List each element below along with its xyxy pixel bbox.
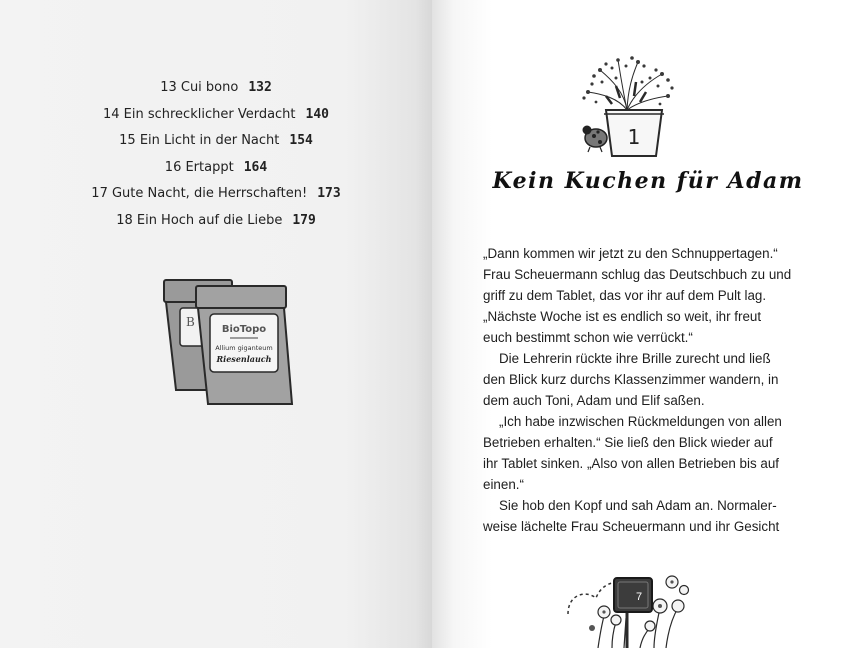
seed-packet-back-label: B [186,315,195,329]
text-line: Die Lehrerin rückte ihre Brille zurecht und ließ [499,351,771,366]
ladybug-icon [583,126,608,153]
footer-flowers-illustration [562,568,702,648]
toc-entry-page: 164 [243,159,268,175]
chapter-title: Kein Kuchen für Adam [492,168,804,194]
seed-packets-illustration [150,262,300,412]
plant-foliage-icon [582,56,673,110]
toc-entry [0,102,432,129]
toc-entry [0,75,432,102]
chapter-number: 1 [627,125,641,149]
toc-entry [0,155,432,182]
toc-entry-title: 15 Ein Licht in der Nacht [119,133,280,148]
toc-entry-title: 17 Gute Nacht, die Herrschaften! [91,186,308,201]
toc-entry-title: 16 Ertappt [164,159,234,175]
text-line: „Dann kommen wir jetzt zu den Schnuppertagen.“ [483,246,778,261]
seed-packet-brand: BioTopo [221,324,267,335]
seed-packet-name: Riesenlauch [216,354,272,364]
seed-packet-front [196,286,292,404]
text-line: „Ich habe inzwischen Rückmeldungen von allen [499,414,782,429]
toc-entry [0,208,432,235]
text-line: euch bestimmt schon wie verrückt.“ [483,330,693,345]
toc-entry [0,128,432,155]
text-line: „Nächste Woche ist es endlich so weit, ihr freut [483,309,762,324]
toc-entry-page: 154 [289,133,313,148]
toc-entry-page: 140 [305,106,330,122]
text-line: den Blick kurz durchs Klassenzimmer wandern, in [483,372,779,387]
text-line: Sie hob den Kopf und sah Adam an. Normaler- [499,498,777,513]
text-line: dem auch Toni, Adam und Elif saßen. [483,393,705,408]
chapter-body-text [483,243,813,537]
toc-entry [0,181,432,208]
text-line: Betrieben erhalten.“ Sie ließ den Blick wieder auf [483,435,773,450]
text-line: Frau Scheuermann schlug das Deutschbuch zu und [483,267,792,282]
seed-packet-latin: Allium giganteum [215,344,273,352]
text-line: einen.“ [483,477,524,492]
toc-entry-page: 132 [248,80,272,95]
page-number: 7 [635,591,643,603]
text-line: ihr Tablet sinken. „Also von allen Betrieben bis auf [483,456,780,471]
toc-entry-page: 173 [317,186,341,201]
toc-entry-title: 13 Cui bono [160,80,239,95]
text-line: griff zu dem Tablet, das vor ihr auf dem Pult lag. [483,288,767,303]
table-of-contents [0,75,432,234]
potted-plant-illustration [572,52,682,162]
toc-entry-title: 18 Ein Hoch auf die Liebe [116,212,283,228]
text-line: weise lächelte Frau Scheuermann und ihr Gesicht [483,519,780,534]
toc-entry-title: 14 Ein schrecklicher Verdacht [102,106,296,122]
toc-entry-page: 179 [292,212,316,228]
